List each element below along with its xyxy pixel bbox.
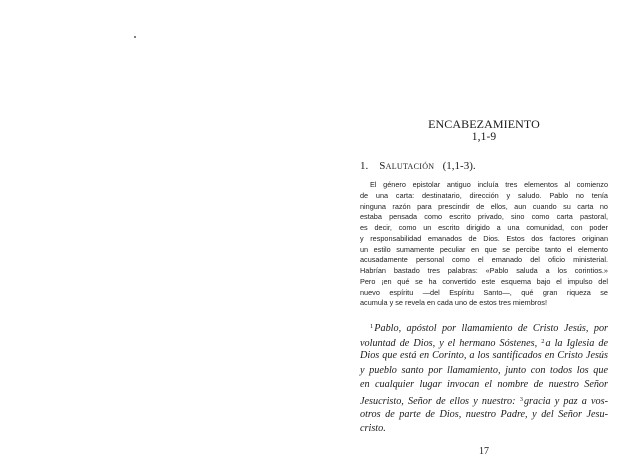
chapter-heading: ENCABEZAMIENTO (428, 117, 540, 131)
section-ref: (1,1-3). (442, 160, 476, 172)
commentary-line: estaba pensada como escrito privado, sino como carta pastoral, (360, 212, 608, 222)
section-name: Salutación (379, 160, 435, 172)
commentary-line: de una carta: destinatario, dirección y saludo. Pablo no tenía (360, 190, 608, 200)
commentary-line: ninguna razón para prescindir de ellos, aun cuando su carta no (360, 201, 608, 211)
verse-line: voluntad de Dios, y el hermano Sóstenes, $^2$a la Iglesia de (360, 337, 608, 349)
verse-number: 1 (370, 323, 374, 330)
verse-line: Dios que está en Corinto, a los santificados en Cristo Jesús (360, 350, 608, 362)
verse-line: Jesucristo, Señor de ellos y nuestro: $^3$gracia y paz a vos- (360, 395, 609, 407)
commentary-line: El género epistolar antiguo incluía tres elementos al comienzo (370, 180, 608, 189)
scan-speck (134, 36, 136, 38)
book-page (360, 0, 608, 460)
verse-line: otros de parte de Dios, nuestro Padre, y del Señor Jesu- (360, 408, 608, 420)
commentary-line: es decir, como un escrito dirigido a una comunidad, con poder (360, 223, 608, 232)
verse-line: en cualquier lugar invocan el nombre de nuestro Señor (360, 379, 608, 391)
chapter-reference: 1,1-9 (471, 131, 497, 143)
page-number: 17 (479, 446, 489, 457)
verse-line: cristo. (360, 423, 386, 435)
verse-line: $^1$Pablo, apóstol por llamamiento de Cristo Jesús, por (370, 323, 608, 334)
commentary-line: Pero ¡en qué se ha convertido este esquema bajo el impulso del (360, 276, 608, 286)
verse-line: y pueblo santo por llamamiento, junto con todos los que (360, 364, 608, 376)
commentary-line: acumula y se revela en cada uno de estos tres miembros! (360, 298, 547, 308)
commentary-line: Habrían bastado tres palabras: «Pablo saluda a los corintios.» (360, 266, 608, 275)
scripture-passage (360, 320, 608, 437)
section-heading (360, 160, 476, 172)
commentary-line: y responsabilidad emanados de Dios. Estos dos factores originan (360, 233, 608, 243)
verse-number: 2 (541, 337, 545, 345)
section-number: 1. (360, 160, 369, 172)
commentary-line: nuevo espíritu —del Espíritu Santo—, qué gran riqueza se (360, 287, 608, 297)
commentary-line: acusadamente personal como el emanado del oficio ministerial. (360, 255, 608, 265)
verse-number: 3 (519, 395, 523, 403)
commentary-paragraph (360, 180, 608, 309)
commentary-line: un estilo sumamente peculiar en que se percibe tanto el elemento (360, 244, 608, 254)
